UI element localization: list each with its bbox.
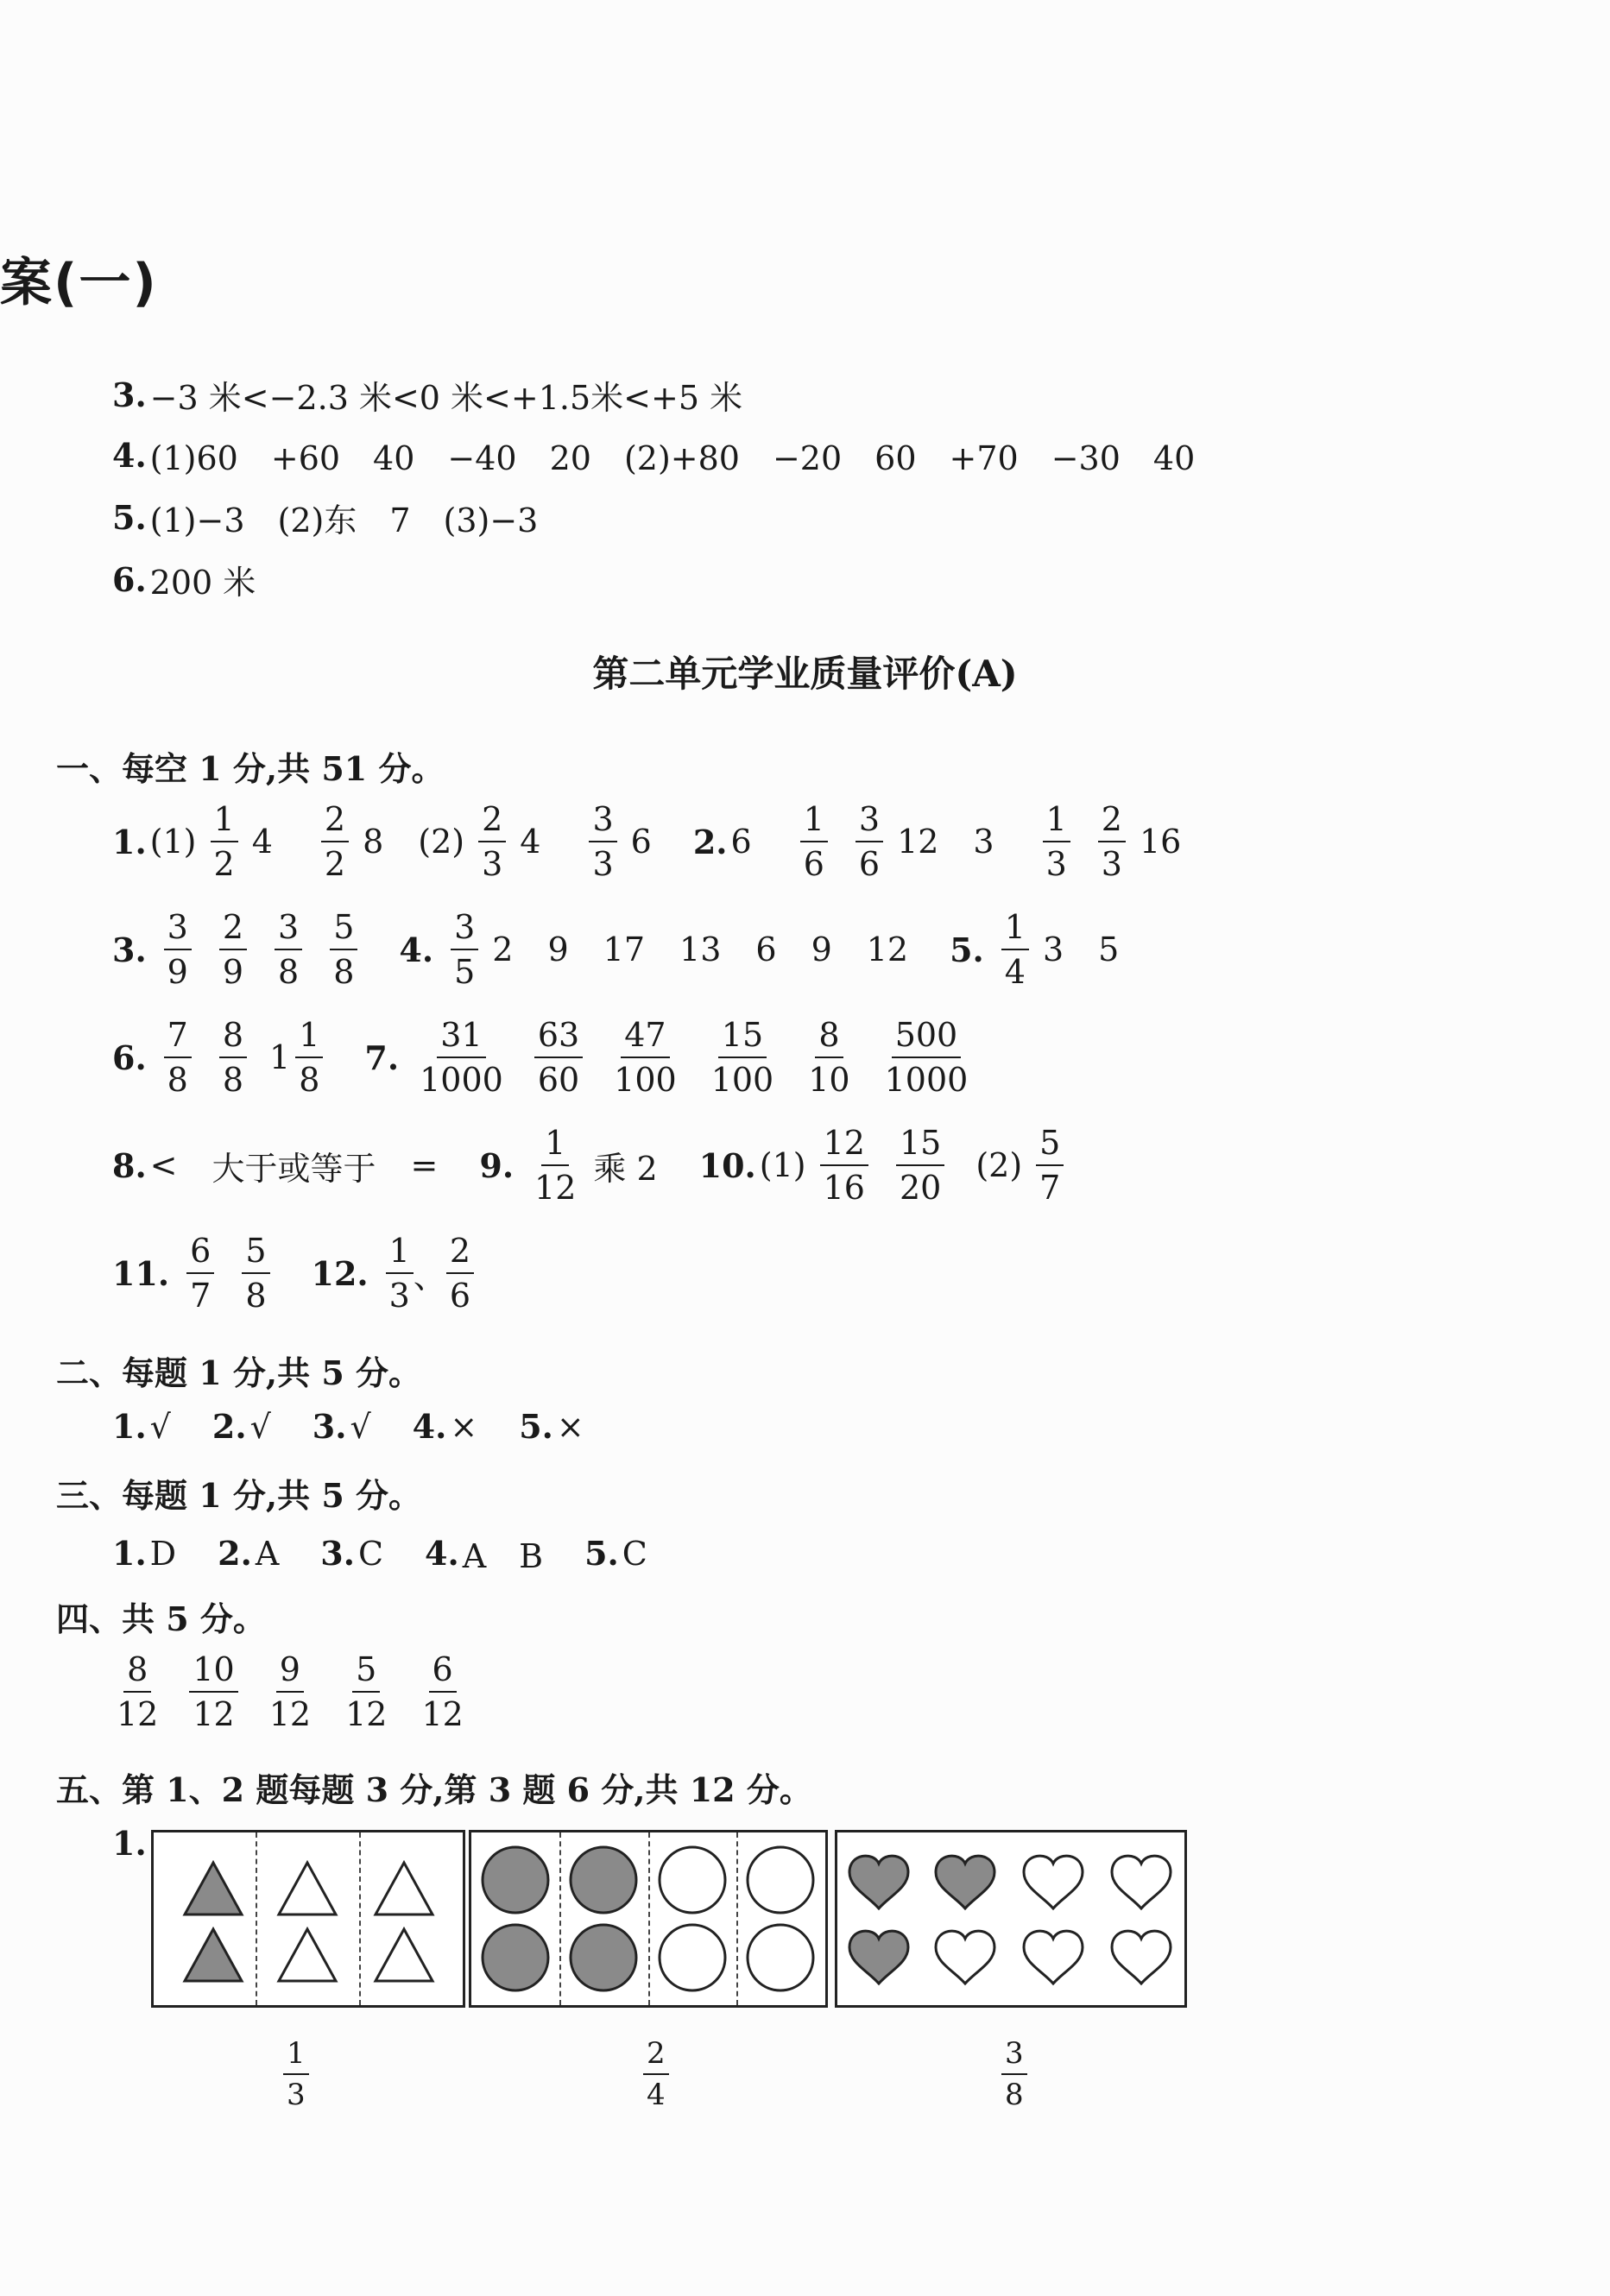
answer-value: 2 — [492, 930, 514, 968]
heart-outline-icon — [1024, 1856, 1083, 1908]
page-title: 案(一) — [0, 253, 158, 313]
circle-shaded-icon — [483, 1847, 548, 1913]
item-number: 12. — [311, 1253, 369, 1293]
heart-outline-icon — [1112, 1856, 1171, 1908]
figure-circles — [469, 1830, 828, 2008]
item-number: 5. — [950, 930, 984, 969]
part3-answers — [112, 1530, 647, 1577]
fraction: $\frac{2}{3}$ — [1098, 803, 1126, 880]
fraction: $\frac{8}{8}$ — [219, 1019, 247, 1096]
answer-value: 大于或等于 — [212, 1149, 376, 1188]
fraction: $\frac{3}{9}$ — [164, 911, 192, 988]
fraction: $\frac{10}{12}$ — [189, 1653, 237, 1731]
fraction: $\frac{1}{2}$ — [211, 803, 238, 880]
item-number: 5. — [584, 1534, 619, 1573]
item-number: 7. — [364, 1038, 400, 1077]
fraction: $\frac{3}{8}$ — [275, 911, 302, 988]
mixed-whole: 1 — [269, 1038, 291, 1076]
item-number: 2. — [218, 1534, 252, 1573]
fraction: $\frac{6}{12}$ — [421, 1650, 464, 1733]
answer-value: 3 — [973, 823, 994, 861]
sub-label: (1) — [149, 823, 197, 861]
sub-label: (2) — [418, 823, 465, 861]
fraction: $\frac{3}{6}$ — [856, 803, 883, 880]
item-number: 3. — [112, 375, 147, 414]
circles-svg — [471, 1832, 825, 2005]
heart-shaded-icon — [849, 1931, 908, 1984]
separator: 、 — [413, 1257, 446, 1296]
fraction: $\frac{5}{12}$ — [345, 1650, 388, 1733]
fraction: $\frac{500}{1000}$ — [884, 1016, 969, 1099]
answer-value: 3 — [1042, 930, 1064, 968]
answer-value: C — [622, 1534, 647, 1573]
item-number: 5. — [112, 498, 147, 537]
answer-value: 6 — [630, 823, 652, 861]
heart-outline-icon — [936, 1931, 994, 1984]
section-title: 第二单元学业质量评价(A) — [592, 653, 1018, 695]
part2-heading: 二、每题 1 分,共 5 分。 — [56, 1353, 422, 1392]
heart-outline-icon — [1112, 1931, 1171, 1984]
answer-line-6 — [112, 556, 256, 603]
answer-text: (1)−3 (2)东 7 (3)−3 — [149, 501, 539, 539]
part1-heading: 一、每空 1 分,共 51 分。 — [56, 749, 445, 788]
triangle-shaded-icon — [185, 1929, 242, 1981]
fraction: $\frac{2}{3}$ — [478, 803, 506, 880]
part3-heading: 三、每题 1 分,共 5 分。 — [56, 1476, 422, 1515]
triangle-outline-icon — [376, 1929, 432, 1981]
item-number: 2. — [212, 1407, 247, 1446]
item-number: 6. — [112, 560, 147, 599]
fraction: $\frac{3}{3}$ — [589, 803, 616, 880]
fraction: $\frac{2}{6}$ — [446, 1234, 474, 1312]
answer-value: 乘 2 — [593, 1149, 658, 1188]
part1-row-5 — [112, 1232, 488, 1315]
item-number: 2. — [692, 822, 728, 861]
fraction: $\frac{2}{9}$ — [219, 911, 247, 988]
fraction: $\frac{1}{6}$ — [800, 803, 828, 880]
heart-shaded-icon — [936, 1856, 994, 1908]
answer-value: C — [357, 1534, 384, 1573]
item-number: 11. — [112, 1253, 170, 1293]
item-number: 10. — [698, 1145, 756, 1185]
fraction: $\frac{47}{100}$ — [614, 1016, 677, 1099]
circle-outline-icon — [748, 1925, 813, 1990]
item-number: 5. — [519, 1407, 553, 1446]
answer-line-3 — [112, 371, 742, 419]
figure-label-1: $\frac{1}{3}$ — [283, 2039, 309, 2110]
circle-shaded-icon — [571, 1925, 636, 1990]
fraction: $\frac{1}{12}$ — [534, 1124, 577, 1207]
answer-text: −3 米<−2.3 米<0 米<+1.5米<+5 米 — [149, 379, 743, 417]
heart-shaded-icon — [849, 1856, 908, 1908]
heart-outline-icon — [1024, 1931, 1083, 1984]
item-number: 1. — [112, 822, 147, 861]
answer-value: = — [410, 1146, 439, 1184]
fraction: $\frac{6}{7}$ — [186, 1234, 214, 1312]
circle-outline-icon — [748, 1847, 813, 1913]
part2-answers — [112, 1407, 584, 1446]
fraction: $\frac{63}{60}$ — [534, 1019, 583, 1096]
answer-value: 13 — [679, 930, 722, 968]
part4-answers — [99, 1650, 481, 1733]
answer-text: (1)60 +60 40 −40 20 (2)+80 −20 60 +70 −30 40 — [149, 439, 1196, 477]
answer-value: < — [149, 1146, 178, 1184]
part1-row-3 — [112, 1016, 985, 1099]
answer-value: × — [556, 1407, 584, 1446]
circle-outline-icon — [660, 1925, 725, 1990]
answer-value: 16 — [1139, 823, 1182, 861]
figure-triangles — [151, 1830, 465, 2008]
item-number: 4. — [399, 930, 434, 969]
triangles-svg — [154, 1832, 463, 2005]
item-number: 9. — [479, 1145, 515, 1185]
fraction: $\frac{2}{2}$ — [321, 803, 349, 880]
fraction: $\frac{7}{8}$ — [164, 1019, 192, 1096]
item-number: 1. — [112, 1407, 147, 1446]
fraction: $\frac{15}{20}$ — [896, 1126, 944, 1204]
fraction: $\frac{5}{8}$ — [242, 1234, 269, 1312]
answer-value: 6 — [730, 823, 752, 861]
answer-line-4 — [112, 432, 1195, 479]
answer-text: 200 米 — [149, 564, 256, 602]
figure-label-2: $\frac{2}{4}$ — [643, 2039, 669, 2110]
answer-value: A — [255, 1534, 280, 1573]
fraction: $\frac{8}{12}$ — [117, 1650, 159, 1733]
answer-value: 6 — [755, 930, 777, 968]
part5-heading: 五、第 1、2 题每题 3 分,第 3 题 6 分,共 12 分。 — [56, 1770, 812, 1809]
triangle-outline-icon — [279, 1863, 336, 1914]
answer-value: 4 — [251, 823, 273, 861]
answer-value: √ — [350, 1407, 371, 1446]
fraction: $\frac{31}{1000}$ — [420, 1016, 503, 1099]
hearts-svg — [837, 1832, 1184, 2005]
item-number: 6. — [112, 1038, 147, 1077]
triangle-outline-icon — [279, 1929, 336, 1981]
fraction: $\frac{15}{100}$ — [710, 1016, 774, 1099]
answer-value: √ — [249, 1407, 271, 1446]
figure-label-3: $\frac{3}{8}$ — [1001, 2039, 1027, 2110]
triangle-outline-icon — [376, 1863, 432, 1914]
answer-value: 8 — [363, 823, 384, 861]
answer-value: 9 — [811, 930, 832, 968]
figure-hearts — [835, 1830, 1187, 2008]
fraction: $\frac{8}{10}$ — [808, 1016, 850, 1099]
sub-label: (2) — [975, 1146, 1023, 1184]
fraction: $\frac{1}{8}$ — [295, 1019, 323, 1096]
fraction: $\frac{5}{7}$ — [1036, 1126, 1064, 1204]
item-number: 4. — [425, 1534, 459, 1573]
fraction: $\frac{1}{3}$ — [386, 1234, 414, 1312]
answer-value: A B — [462, 1537, 544, 1575]
item-number: 1. — [112, 1534, 147, 1573]
answer-value: 9 — [547, 930, 569, 968]
answer-value: × — [450, 1407, 478, 1446]
triangle-shaded-icon — [185, 1863, 242, 1914]
answer-line-5 — [112, 494, 538, 541]
part1-row-4 — [112, 1124, 1077, 1207]
circle-shaded-icon — [571, 1847, 636, 1913]
item-number: 1. — [112, 1824, 147, 1863]
sub-label: (1) — [759, 1146, 806, 1184]
item-number: 3. — [312, 1407, 347, 1446]
answer-value: 5 — [1098, 930, 1120, 968]
answer-value: D — [149, 1534, 177, 1573]
fraction: $\frac{12}{16}$ — [820, 1126, 868, 1204]
fraction: $\frac{3}{5}$ — [451, 911, 478, 988]
circle-outline-icon — [660, 1847, 725, 1913]
fraction: $\frac{5}{8}$ — [330, 911, 357, 988]
answer-value: 12 — [897, 823, 939, 861]
item-number: 8. — [112, 1145, 147, 1185]
item-number: 4. — [112, 436, 147, 475]
part1-row-1 — [112, 800, 1182, 883]
item-number: 3. — [320, 1534, 355, 1573]
circle-shaded-icon — [483, 1925, 548, 1990]
answer-value: 12 — [866, 930, 909, 968]
answer-value: 4 — [520, 823, 541, 861]
fraction: $\frac{9}{12}$ — [268, 1650, 312, 1733]
part4-heading: 四、共 5 分。 — [56, 1599, 266, 1638]
item-number: 4. — [412, 1407, 447, 1446]
fraction: $\frac{1}{4}$ — [1001, 911, 1029, 988]
fraction: $\frac{1}{3}$ — [1043, 803, 1070, 880]
answer-value: √ — [149, 1407, 171, 1446]
part1-row-2 — [112, 908, 1120, 991]
item-number: 3. — [112, 930, 147, 969]
answer-value: 17 — [603, 930, 646, 968]
